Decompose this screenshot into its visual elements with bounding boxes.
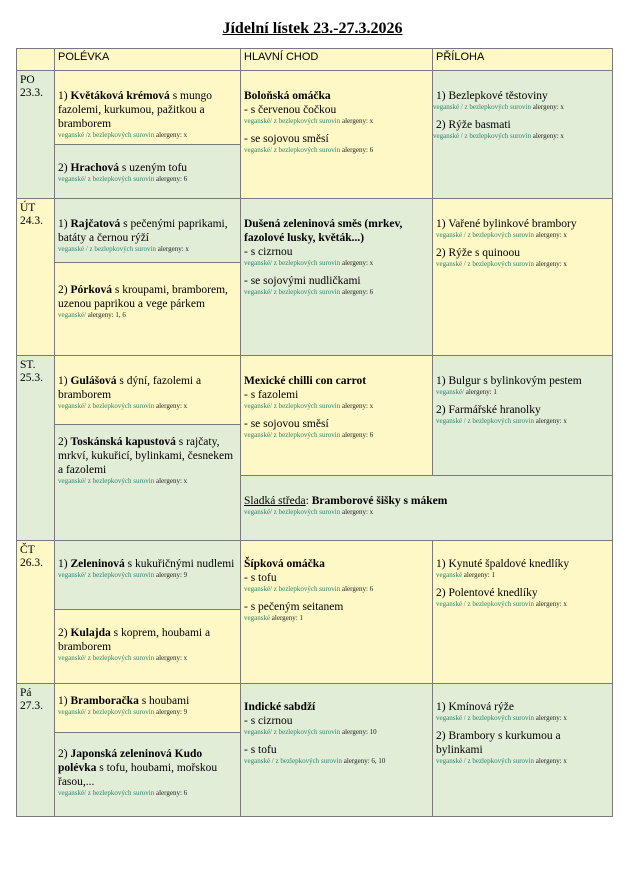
soup-name: Pórková <box>70 284 112 296</box>
diet-note: veganské/ z bezlepkových surovin alergeny: 6 <box>244 585 374 593</box>
diet-note: veganské/ z bezlepkových surovin alergeny: x <box>244 117 374 125</box>
main-option: - s cizrnou <box>244 715 293 727</box>
diet-note: veganské / z bezlepkových surovin alergeny: x <box>436 757 567 765</box>
main-title: Mexické chilli con carrot <box>244 375 367 387</box>
day-row-wed <box>17 356 613 425</box>
header-row <box>17 49 613 71</box>
soup-cell <box>55 145 241 199</box>
soup-name: Zeleninová <box>70 558 125 570</box>
diet-note: veganské / z bezlepkových surovin alergeny: x <box>58 245 189 253</box>
diet-note: veganské/ z bezlepkových surovin alergeny: 9 <box>58 571 188 579</box>
soup-name: Toskánská kapustová <box>70 436 176 448</box>
side-item: 2) Polentové knedlíky <box>436 587 538 599</box>
day-date: 27.3. <box>20 700 43 712</box>
main-option: - s cizrnou <box>244 246 293 258</box>
side-cell <box>433 684 613 817</box>
diet-note: veganské/ z bezlepkových surovin alergeny: 6 <box>244 288 374 296</box>
soup-item: 2) Toskánská kapustová s rajčaty, mrkví, kukuřicí, bylinkami, česnekem a fazolemi <box>58 436 234 476</box>
soup-name: Japonská zeleninová Kudo polévka <box>58 748 203 774</box>
soup-name: Rajčatová <box>70 218 121 230</box>
special-cell <box>241 476 613 541</box>
diet-note: veganské / z bezlepkových surovin alergeny: x <box>433 132 564 140</box>
side-cell <box>433 541 613 684</box>
diet-note: veganské/ z bezlepkových surovin alergeny: x <box>244 402 374 410</box>
menu-title: Jídelní lístek 23.-27.3.2026 <box>222 20 403 37</box>
day-row-thu <box>17 541 613 610</box>
day-name: ST. <box>20 359 36 371</box>
main-option: - s pečeným seitanem <box>244 601 344 613</box>
header-day <box>17 49 55 71</box>
diet-note: veganské / z bezlepkových surovin alergeny: 6, 10 <box>244 757 386 765</box>
soup-item: 1) Gulášová s dýní, fazolemi a bramborem <box>58 375 202 401</box>
day-name: ČT <box>20 544 35 556</box>
side-cell <box>433 71 613 199</box>
day-date: 25.3. <box>20 372 43 384</box>
diet-note: veganské/ z bezlepkových surovin alergeny: 6 <box>58 789 188 797</box>
diet-note: veganské/ z bezlepkových surovin alergeny: 6 <box>244 431 374 439</box>
diet-note: veganské/ z bezlepkových surovin alergeny: 10 <box>244 728 377 736</box>
day-row-fri <box>17 684 613 733</box>
side-item: 2) Brambory s kurkumou a bylinkami <box>436 730 561 756</box>
header-soup: POLÉVKA <box>55 49 241 71</box>
soup-item: 2) Hrachová s uzeným tofu <box>58 162 188 174</box>
main-cell <box>241 71 433 199</box>
diet-note: veganské alergeny: 1 <box>244 614 303 622</box>
diet-note: veganské/ z bezlepkových surovin alergeny: x <box>244 259 374 267</box>
main-title: Boloňská omáčka <box>244 90 331 102</box>
side-item: 2) Farmářské hranolky <box>436 404 541 416</box>
soup-name: Gulášová <box>70 375 117 387</box>
soup-name: Květáková krémová <box>70 90 170 102</box>
soup-name: Bramboračka <box>70 695 139 707</box>
main-title: Šípková omáčka <box>244 558 325 570</box>
side-item: 1) Kynuté špaldové knedlíky <box>436 558 570 570</box>
day-row-tue <box>17 199 613 263</box>
side-item: 1) Bezlepkové těstoviny <box>436 90 548 102</box>
day-cell <box>17 199 55 356</box>
soup-item: 1) Zeleninová s kukuřičnými nudlemi <box>58 558 235 570</box>
side-item: 2) Rýže basmati <box>436 119 511 131</box>
soup-item: 2) Pórková s kroupami, bramborem, uzenou paprikou a vege párkem <box>58 284 228 310</box>
day-cell <box>17 356 55 541</box>
soup-item: 1) Rajčatová s pečenými paprikami, batáty a černou rýží <box>58 218 228 244</box>
day-date: 26.3. <box>20 557 43 569</box>
diet-note: veganské / z bezlepkových surovin alergeny: x <box>436 714 567 722</box>
soup-cell <box>55 684 241 733</box>
day-name: Pá <box>20 687 32 699</box>
main-option: - se sojovou směsí <box>244 133 329 145</box>
diet-note: veganské/ z bezlepkových surovin alergeny: 6 <box>244 146 374 154</box>
day-name: PO <box>20 74 35 86</box>
day-name: ÚT <box>20 202 36 214</box>
soup-name: Kulajda <box>70 627 111 639</box>
diet-note: veganské/ z bezlepkových surovin alergeny: 9 <box>58 708 188 716</box>
main-option: - s červenou čočkou <box>244 104 337 116</box>
soup-cell <box>55 541 241 610</box>
diet-note: veganské / z bezlepkových surovin alergeny: x <box>436 231 567 239</box>
main-option: - s tofu <box>244 744 277 756</box>
day-row-mon <box>17 71 613 145</box>
soup-item: 1) Květáková krémová s mungo fazolemi, kurkumou, pažitkou a bramborem <box>58 90 212 130</box>
soup-cell <box>55 610 241 684</box>
diet-note: veganské/ z bezlepkových surovin alergeny: 6 <box>58 175 188 183</box>
main-title: Indické sabdží <box>244 701 316 713</box>
main-cell <box>241 356 433 476</box>
special-item: Sladká středa: Bramborové šišky s mákem <box>244 495 448 507</box>
diet-note: veganské/ z bezlepkových surovin alergeny: x <box>58 654 188 662</box>
soup-cell <box>55 425 241 541</box>
diet-note: veganské / z bezlepkových surovin alergeny: x <box>436 417 567 425</box>
main-cell <box>241 199 433 356</box>
soup-cell <box>55 263 241 356</box>
menu-table <box>16 48 613 817</box>
day-cell <box>17 684 55 817</box>
main-cell <box>241 684 433 817</box>
main-option: - s tofu <box>244 572 277 584</box>
side-item: 1) Bulgur s bylinkovým pestem <box>436 375 582 387</box>
side-item: 1) Kmínová rýže <box>436 701 514 713</box>
header-main: HLAVNÍ CHOD <box>241 49 433 71</box>
diet-note: veganské / z bezlepkových surovin alergeny: x <box>436 260 567 268</box>
main-option: - se sojovými nudličkami <box>244 275 361 287</box>
diet-note: veganské/ z bezlepkových surovin alergeny: x <box>244 508 374 516</box>
diet-note: veganské/ alergeny: 1 <box>436 388 497 396</box>
day-date: 24.3. <box>20 215 43 227</box>
header-side: PŘÍLOHA <box>433 49 613 71</box>
side-cell <box>433 356 613 476</box>
diet-note: veganské/ alergeny: 1, 6 <box>58 311 126 319</box>
soup-cell <box>55 733 241 817</box>
main-title: Dušená zeleninová směs (mrkev, fazolové lusky, květák...) <box>244 218 403 244</box>
side-cell <box>433 199 613 356</box>
diet-note: veganské/ z bezlepkových surovin alergeny: x <box>58 477 188 485</box>
soup-name: Hrachová <box>70 162 120 174</box>
soup-cell <box>55 199 241 263</box>
side-item: 2) Rýže s quinoou <box>436 247 521 259</box>
main-option: - se sojovou směsí <box>244 418 329 430</box>
diet-note: veganské alergeny: 1 <box>436 571 495 579</box>
day-cell <box>17 541 55 684</box>
main-cell <box>241 541 433 684</box>
diet-note: veganské / z bezlepkových surovin alergeny: x <box>436 600 567 608</box>
soup-item: 2) Kulajda s koprem, houbami a bramborem <box>58 627 211 653</box>
diet-note: veganské /z bezlepkových surovin alergeny: x <box>58 131 188 139</box>
main-option: - s fazolemi <box>244 389 299 401</box>
soup-item: 2) Japonská zeleninová Kudo polévka s tofu, houbami, mořskou řasou,... <box>58 748 218 788</box>
diet-note: veganské / z bezlepkových surovin alergeny: x <box>433 103 564 111</box>
soup-cell <box>55 71 241 145</box>
day-cell <box>17 71 55 199</box>
day-date: 23.3. <box>20 87 43 99</box>
side-item: 1) Vařené bylinkové brambory <box>436 218 577 230</box>
soup-cell <box>55 356 241 425</box>
diet-note: veganské/ z bezlepkových surovin alergeny: x <box>58 402 188 410</box>
soup-item: 1) Bramboračka s houbami <box>58 695 190 707</box>
